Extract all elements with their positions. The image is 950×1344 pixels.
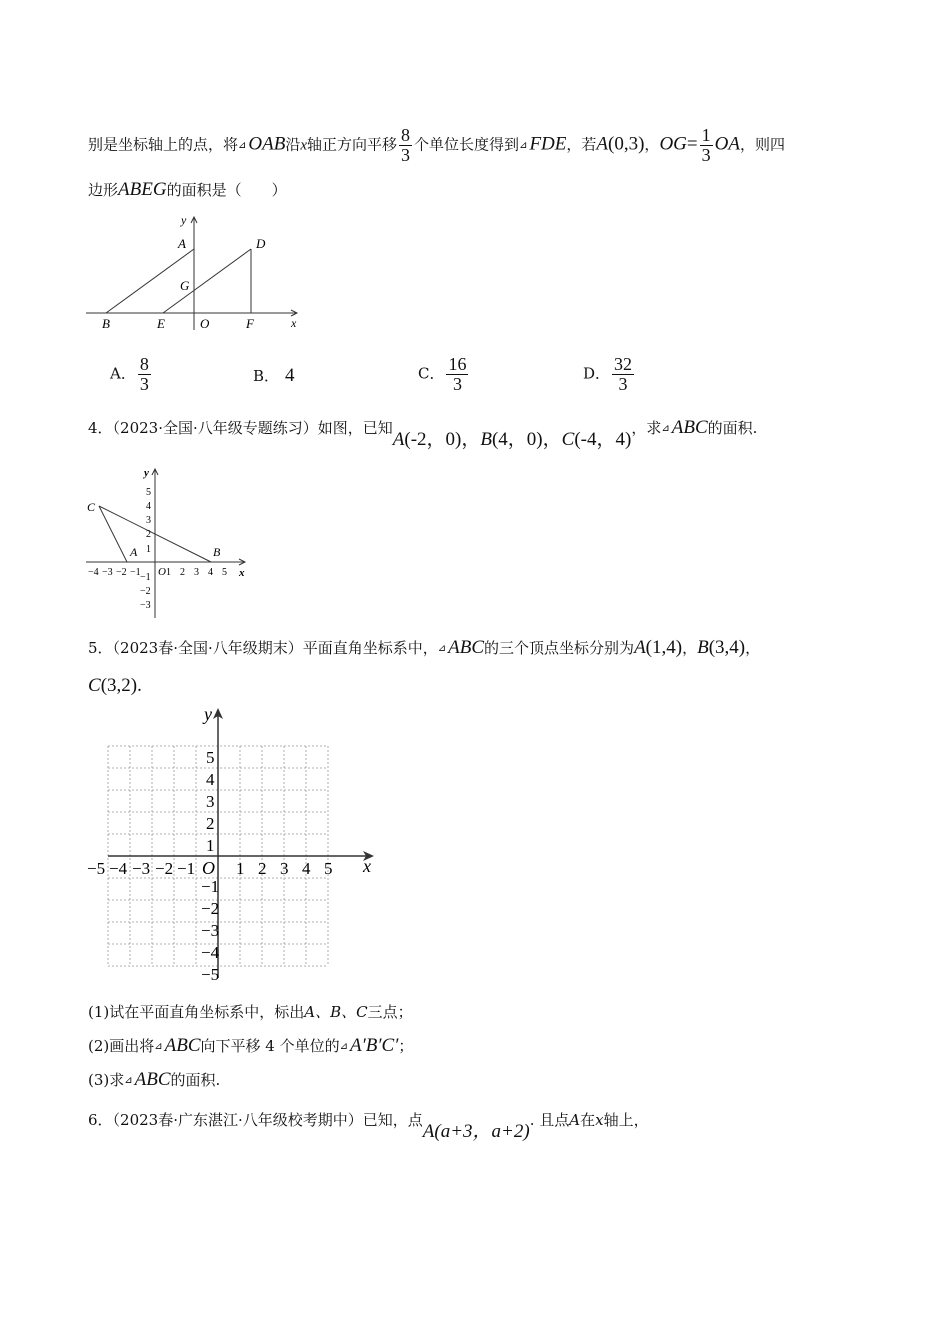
label-y: y bbox=[181, 213, 187, 227]
q3-oab: OAB bbox=[248, 133, 286, 155]
xtick: −2 bbox=[116, 567, 127, 578]
label-g: G bbox=[180, 278, 190, 293]
ytick: 4 bbox=[206, 770, 215, 789]
q5-sub2 bbox=[88, 1036, 413, 1057]
q4-point-c: C bbox=[561, 429, 575, 450]
q3-text: 边形 bbox=[88, 181, 119, 199]
q4-text bbox=[88, 418, 757, 450]
q3-eq: = bbox=[686, 133, 698, 155]
q5-source: （2023春·全国·八年级期末）平面直角坐标系中， bbox=[112, 639, 438, 657]
label-x: x bbox=[239, 567, 245, 579]
ytick: −2 bbox=[140, 586, 151, 597]
q5-line1 bbox=[88, 638, 760, 659]
xtick: −3 bbox=[132, 859, 151, 878]
q4-text-tail: ，求 bbox=[631, 419, 662, 437]
q5-point-c-val: (3,2) bbox=[100, 675, 138, 696]
label-e: E bbox=[157, 316, 165, 331]
q3-point-a: A bbox=[596, 133, 609, 155]
q4-point-a-val: (-2，0) bbox=[404, 429, 462, 450]
frac-den: 3 bbox=[401, 145, 411, 165]
q3-line1 bbox=[88, 126, 785, 165]
q3-x: x bbox=[300, 137, 308, 154]
xtick: 4 bbox=[208, 567, 213, 578]
xtick: 1 bbox=[236, 859, 245, 878]
option-b[interactable] bbox=[253, 366, 295, 386]
ytick: 2 bbox=[146, 529, 151, 540]
q4-sep: ， bbox=[461, 429, 481, 450]
q5-number: 5． bbox=[88, 639, 113, 657]
q5-abc: ABC bbox=[164, 1035, 201, 1056]
label-x: x bbox=[363, 856, 371, 876]
q5-end: . bbox=[137, 675, 142, 696]
label-a: A bbox=[178, 236, 186, 251]
label-y: y bbox=[204, 704, 212, 724]
ytick: 3 bbox=[206, 792, 215, 811]
option-c-fraction bbox=[446, 355, 468, 394]
q6-x: x bbox=[595, 1111, 604, 1129]
q5-text: 的三个顶点坐标分别为 bbox=[484, 639, 635, 657]
q3-text: 别是坐标轴上的点，将 bbox=[88, 135, 239, 154]
xtick: 1 bbox=[166, 567, 171, 578]
q5-point-a: A bbox=[634, 637, 646, 658]
option-c[interactable] bbox=[418, 355, 470, 394]
q5-sep: ， bbox=[682, 639, 698, 657]
xtick: −2 bbox=[155, 859, 174, 878]
frac-den: 3 bbox=[618, 374, 628, 394]
q3-text: ， bbox=[644, 135, 660, 154]
option-b-value: 4 bbox=[285, 365, 295, 386]
xtick: 5 bbox=[324, 859, 333, 878]
q6-source: （2023春·广东湛江·八年级校考期中）已知，点 bbox=[112, 1111, 423, 1129]
q5-point-b: B bbox=[697, 637, 709, 658]
ytick: −1 bbox=[140, 572, 151, 583]
q5-sub3-text: (3)求 bbox=[88, 1071, 125, 1089]
q6-text-tail: 在 bbox=[580, 1111, 596, 1129]
xtick: −4 bbox=[109, 859, 128, 878]
triangle-symbol: ⊿ bbox=[339, 1041, 349, 1052]
q5-sub2-text: 向下平移 4 个单位的 bbox=[200, 1037, 340, 1055]
q4-source: （2023·全国·八年级专题练习）如图，已知 bbox=[112, 419, 393, 437]
option-a[interactable] bbox=[110, 355, 153, 394]
ytick: 4 bbox=[146, 501, 151, 512]
q5-sep: ， bbox=[745, 639, 761, 657]
q4-figure bbox=[84, 466, 254, 626]
triangle-symbol: ⊿ bbox=[519, 139, 528, 151]
ytick: −3 bbox=[201, 921, 220, 940]
q5-point-c: C bbox=[88, 675, 101, 696]
ytick: 5 bbox=[206, 748, 215, 767]
q5-point-a-val: (1,4) bbox=[645, 637, 683, 658]
q5-line2 bbox=[88, 676, 142, 696]
q4-abc: ABC bbox=[671, 417, 708, 438]
q5-sub2-end: ； bbox=[398, 1037, 414, 1055]
option-letter: C． bbox=[418, 364, 445, 383]
ytick: 5 bbox=[146, 487, 151, 498]
q6-number: 6． bbox=[88, 1111, 113, 1129]
label-x: x bbox=[291, 316, 297, 330]
ytick: 1 bbox=[206, 836, 215, 855]
label-b: B bbox=[213, 545, 221, 559]
xtick: −1 bbox=[130, 567, 141, 578]
q6-text-tail: 轴上， bbox=[603, 1111, 649, 1129]
q3-oa: OA bbox=[714, 133, 740, 155]
frac-num: 16 bbox=[448, 354, 467, 374]
q4-sep: ， bbox=[542, 429, 562, 450]
xtick: 5 bbox=[222, 567, 227, 578]
q5-sub1-letters: A、B、C bbox=[304, 1003, 368, 1021]
option-a-fraction bbox=[138, 355, 151, 394]
q4-point-a: A bbox=[392, 429, 405, 450]
q3-line2 bbox=[88, 180, 287, 200]
q3-text: 个单位长度得到 bbox=[414, 135, 520, 154]
q5-sub2-abc-prime: A′B′C′ bbox=[350, 1035, 399, 1056]
q6-text-tail: . 且点 bbox=[529, 1111, 570, 1129]
q5-grid bbox=[84, 700, 384, 985]
q5-sub1-end: 三点； bbox=[367, 1003, 413, 1021]
option-letter: A． bbox=[110, 364, 136, 383]
q6-a: A bbox=[569, 1111, 581, 1129]
ytick: 2 bbox=[206, 814, 215, 833]
option-d-fraction bbox=[612, 355, 634, 394]
label-f: F bbox=[246, 316, 254, 331]
frac-den: 3 bbox=[452, 374, 462, 394]
q3-text: 沿 bbox=[285, 135, 301, 154]
xtick: 2 bbox=[180, 567, 185, 578]
frac-num: 8 bbox=[401, 125, 411, 145]
q3-text: 轴正方向平移 bbox=[307, 135, 398, 154]
xtick: −3 bbox=[102, 567, 113, 578]
q6-text bbox=[88, 1110, 649, 1142]
ytick: −3 bbox=[140, 600, 151, 611]
q4-point-c-val: (-4，4) bbox=[574, 429, 632, 450]
xtick: −5 bbox=[87, 859, 106, 878]
q6-point-a-val: (a+3，a+2) bbox=[434, 1121, 530, 1142]
xtick: 3 bbox=[194, 567, 199, 578]
triangle-symbol: ⊿ bbox=[437, 643, 447, 654]
q3-fde: FDE bbox=[529, 133, 567, 155]
q3-abeg: ABEG bbox=[118, 179, 167, 200]
xtick: −1 bbox=[177, 859, 196, 878]
frac-num: 1 bbox=[701, 125, 711, 145]
q3-text: ，则四 bbox=[739, 135, 785, 154]
q3-fraction bbox=[399, 126, 412, 165]
option-d[interactable] bbox=[583, 355, 636, 394]
ytick: −2 bbox=[201, 899, 220, 918]
q3-text: 的面积是（ ） bbox=[166, 181, 287, 199]
frac-num: 32 bbox=[614, 354, 633, 374]
label-a: A bbox=[130, 545, 138, 559]
label-o: O bbox=[200, 316, 210, 331]
ytick: 1 bbox=[146, 544, 151, 555]
frac-num: 8 bbox=[139, 354, 149, 374]
label-d: D bbox=[256, 236, 266, 251]
option-letter: B． bbox=[253, 367, 280, 385]
q5-abc: ABC bbox=[448, 637, 485, 658]
q3-text: ，若 bbox=[566, 135, 597, 154]
ytick: −4 bbox=[201, 943, 220, 962]
q3-og: OG bbox=[659, 133, 687, 155]
label-o: O bbox=[158, 566, 166, 578]
option-letter: D． bbox=[583, 364, 611, 383]
q5-sub1-text: (1)试在平面直角坐标系中，标出 bbox=[88, 1003, 305, 1021]
xtick: 3 bbox=[280, 859, 289, 878]
triangle-symbol: ⊿ bbox=[124, 1075, 133, 1086]
label-b: B bbox=[102, 316, 110, 331]
q4-point-b-val: (4，0) bbox=[491, 429, 543, 450]
ytick: −5 bbox=[201, 965, 220, 984]
q3-point-a-val: (0,3) bbox=[608, 133, 645, 155]
q4-number: 4． bbox=[88, 419, 113, 437]
q3-figure bbox=[86, 210, 306, 334]
q5-sub3 bbox=[88, 1070, 220, 1091]
q5-sub1 bbox=[88, 1002, 413, 1022]
q5-sub3-end: 的面积. bbox=[170, 1071, 221, 1089]
frac-den: 3 bbox=[139, 374, 149, 394]
frac-den: 3 bbox=[701, 145, 711, 165]
q4-point-b: B bbox=[480, 429, 492, 450]
q6-point-a: A bbox=[422, 1121, 435, 1142]
ytick: 3 bbox=[146, 515, 151, 526]
ytick: −1 bbox=[201, 877, 220, 896]
triangle-symbol: ⊿ bbox=[154, 1041, 163, 1052]
q4-yticks bbox=[140, 487, 151, 611]
xtick: −4 bbox=[88, 567, 99, 578]
q4-text-tail: 的面积. bbox=[707, 419, 758, 437]
label-o: O bbox=[202, 858, 215, 878]
xtick: 2 bbox=[258, 859, 267, 878]
segment-ed bbox=[163, 249, 251, 313]
triangle-symbol: ⊿ bbox=[661, 423, 670, 434]
triangle-symbol: ⊿ bbox=[238, 139, 247, 151]
label-y: y bbox=[144, 467, 149, 479]
label-c: C bbox=[87, 500, 96, 514]
q5-sub2-text: (2)画出将 bbox=[88, 1037, 155, 1055]
q5-abc: ABC bbox=[134, 1069, 171, 1090]
q5-point-b-val: (3,4) bbox=[708, 637, 746, 658]
q3-og-fraction bbox=[700, 126, 713, 165]
xtick: 4 bbox=[302, 859, 311, 878]
segment-ca bbox=[99, 506, 127, 562]
